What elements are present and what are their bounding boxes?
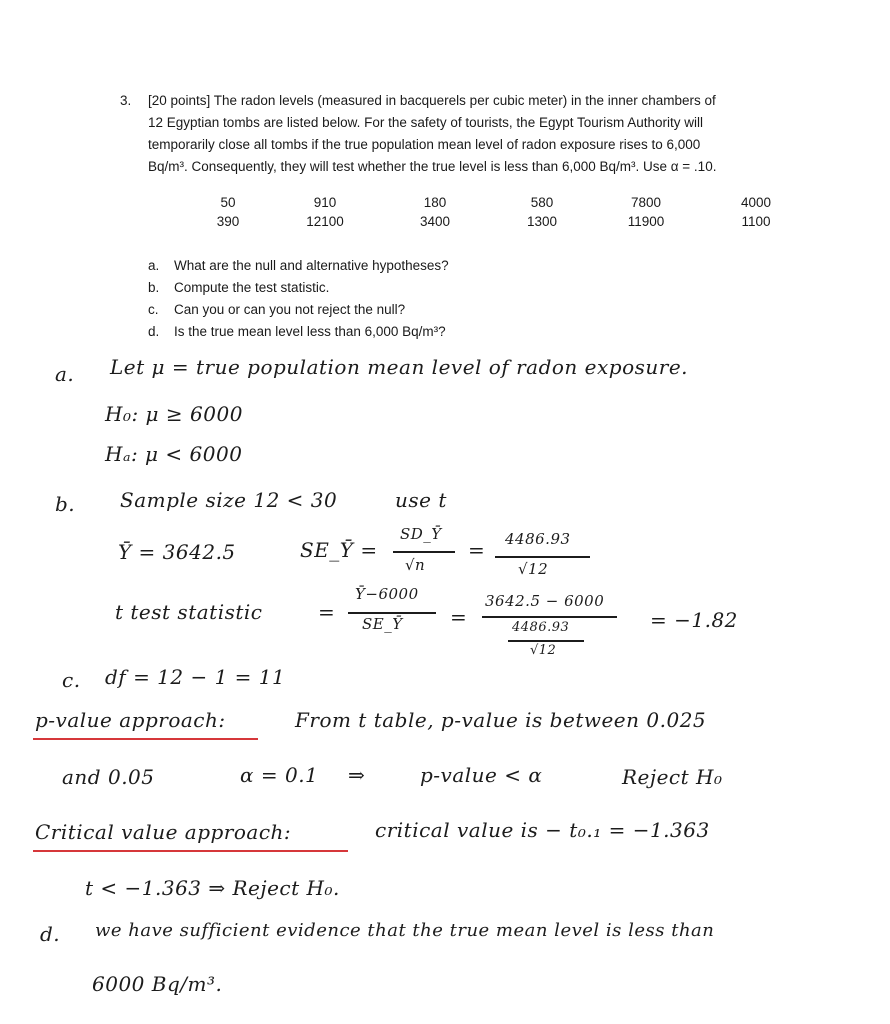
question-label: c. (148, 302, 159, 317)
t-value-numerator: 3642.5 − 6000 (485, 592, 605, 610)
conclusion: t < −1.363 ⇒ Reject H₀. (85, 876, 340, 900)
question-text: Is the true mean level less than 6,000 Bq/m³? (174, 324, 446, 339)
answer-a-definition: Let μ = true population mean level of radon exposure. (110, 355, 689, 379)
null-hypothesis: H₀: μ ≥ 6000 (105, 402, 243, 426)
question-text: Can you or can you not reject the null? (174, 302, 406, 317)
problem-line-1: [20 points] The radon levels (measured in bacquerels per cubic meter) in the inner chambers of (148, 93, 716, 108)
standard-error-lhs: SE_Ȳ = (300, 538, 378, 562)
se-value-denominator: √12 (518, 560, 549, 578)
question-label: a. (148, 258, 160, 273)
table-cell: 50 (220, 195, 236, 210)
degrees-of-freedom: df = 12 − 1 = 11 (105, 665, 286, 689)
answer-d-label: d. (40, 922, 61, 946)
fraction-bar (495, 556, 590, 558)
problem-line-4: Bq/m³. Consequently, they will test whether the true level is less than 6,000 Bq/m³. Use α = .10. (148, 159, 717, 174)
p-value-text-continued: and 0.05 (62, 765, 155, 789)
table-cell: 390 (216, 214, 240, 229)
question-text: Compute the test statistic. (174, 280, 330, 295)
sample-mean: Ȳ = 3642.5 (118, 540, 236, 564)
t-statistic-result: = −1.82 (650, 608, 738, 632)
question-text: What are the null and alternative hypotheses? (174, 258, 449, 273)
problem-number: 3. (120, 93, 132, 108)
fraction-bar (393, 551, 455, 553)
equals-sign: = (468, 538, 486, 562)
question-label: d. (148, 324, 160, 339)
table-cell: 11900 (627, 214, 665, 229)
se-fraction-numerator: SD_Ȳ (400, 525, 442, 543)
equals-sign: = (450, 605, 468, 629)
p-value-comparison: p-value < α (420, 763, 543, 787)
equals-sign: = (318, 600, 336, 624)
t-value-denominator: 4486.93 (512, 620, 570, 635)
t-value-denominator-root: √12 (530, 643, 557, 658)
t-statistic-label: t test statistic (115, 600, 263, 624)
fraction-bar (348, 612, 436, 614)
critical-value-heading: Critical value approach: (35, 820, 292, 844)
table-cell: 1300 (526, 214, 558, 229)
answer-d-text-continued: 6000 Bq/m³. (92, 972, 223, 996)
table-cell: 910 (313, 195, 337, 210)
p-value-heading: p-value approach: (35, 708, 226, 732)
alternative-hypothesis: Hₐ: μ < 6000 (105, 442, 243, 466)
table-cell: 580 (530, 195, 554, 210)
table-cell: 12100 (306, 214, 344, 229)
table-cell: 180 (423, 195, 447, 210)
problem-line-2: 12 Egyptian tombs are listed below. For the safety of tourists, the Egypt Tourism Authority will (148, 115, 704, 130)
alpha-value: α = 0.1 (240, 763, 319, 787)
t-fraction-numerator: Ȳ−6000 (355, 585, 419, 603)
t-fraction-denominator: SE_Ȳ (362, 615, 403, 633)
use-t: use t (395, 488, 447, 512)
fraction-bar (482, 616, 617, 618)
p-value-text: From t table, p-value is between 0.025 (295, 708, 707, 732)
table-cell: 3400 (419, 214, 451, 229)
answer-b-label: b. (55, 492, 76, 516)
fraction-bar (508, 640, 584, 642)
table-cell: 4000 (740, 195, 772, 210)
answer-c-label: c. (62, 668, 81, 692)
implies-arrow: ⇒ (348, 763, 366, 787)
answer-d-text: we have sufficient evidence that the true mean level is less than (95, 920, 715, 941)
sample-size: Sample size 12 < 30 (120, 488, 338, 512)
table-cell: 1100 (741, 214, 771, 229)
critical-value-text: critical value is − t₀.₁ = −1.363 (375, 818, 710, 842)
se-value-numerator: 4486.93 (505, 530, 571, 548)
problem-line-3: temporarily close all tombs if the true population mean level of radon exposure rises to 6,000 (148, 137, 701, 152)
question-label: b. (148, 280, 160, 295)
answer-a-label: a. (55, 362, 75, 386)
heading-underline (33, 738, 258, 740)
table-cell: 7800 (630, 195, 662, 210)
reject-null: Reject H₀ (622, 765, 723, 789)
heading-underline (33, 850, 348, 852)
se-fraction-denominator: √n (405, 556, 426, 574)
